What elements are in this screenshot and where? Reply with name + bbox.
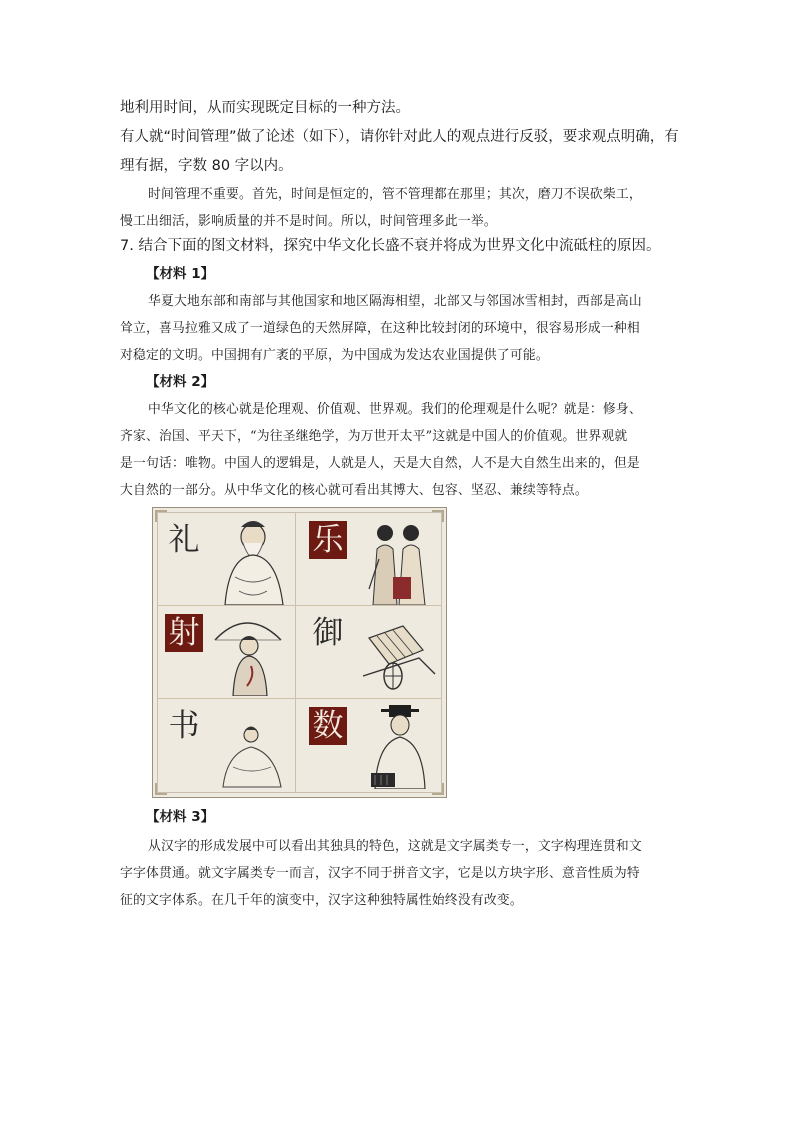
scholar-icon bbox=[217, 723, 287, 789]
intro-line-3: 理有据，字数 80 字以内。 bbox=[120, 158, 293, 174]
claim-line-1: 时间管理不重要。首先，时间是恒定的，管不管理都在那里；其次，磨刀不误砍柴工， bbox=[148, 187, 642, 202]
cell-yue bbox=[301, 513, 441, 606]
char-shu: 书 bbox=[168, 708, 200, 744]
material-2-line-4: 大自然的一部分。从中华文化的核心就可看出其博大、包容、坚忍、兼续等特点。 bbox=[120, 483, 588, 498]
char-li: 礼 bbox=[168, 522, 200, 558]
material-3-line-1: 从汉字的形成发展中可以看出其独具的特色，这就是文字属类专一，文字构理连贯和文 bbox=[148, 839, 642, 854]
material-3-line-2: 字字体贯通。就文字属类专一而言，汉字不同于拼音文字，它是以方块字形、意音性质为特 bbox=[120, 866, 640, 881]
cell-yu bbox=[301, 606, 441, 699]
char-she: 射 bbox=[165, 614, 203, 652]
material-1-line-3: 对稳定的文明。中国拥有广袤的平原，为中国成为发达农业国提供了可能。 bbox=[120, 348, 549, 363]
musicians-icon bbox=[363, 519, 435, 605]
material-1-line-2: 耸立，喜马拉雅又成了一道绿色的天然屏障，在这种比较封闭的环境中，很容易形成一种相 bbox=[120, 321, 640, 336]
material-2-line-3: 是一句话：唯物。中国人的逻辑是，人就是人，天是大自然，人不是大自然生出来的，但是 bbox=[120, 456, 640, 471]
sage-icon bbox=[215, 517, 291, 605]
intro-line-1: 地利用时间，从而实现既定目标的一种方法。 bbox=[120, 100, 410, 116]
claim-line-2: 慢工出细活，影响质量的并不是时间。所以，时间管理多此一举。 bbox=[120, 214, 497, 229]
char-shu-number: 数 bbox=[309, 707, 347, 745]
material-3-line-3: 征的文字体系。在几千年的演变中，汉字这种独特属性始终没有改变。 bbox=[120, 893, 523, 908]
material-3-label: 【材料 3】 bbox=[146, 809, 215, 825]
char-yue: 乐 bbox=[309, 521, 347, 559]
cell-shu bbox=[157, 699, 297, 792]
char-yu: 御 bbox=[312, 615, 344, 651]
material-2-line-2: 齐家、治国、平天下，“为往圣继绝学，为万世开太平”这就是中国人的价值观。世界观就 bbox=[120, 429, 628, 444]
archer-icon bbox=[207, 610, 291, 696]
official-icon bbox=[363, 703, 435, 789]
cell-shu-number bbox=[301, 699, 441, 792]
cell-she bbox=[157, 606, 297, 699]
material-1-line-1: 华夏大地东部和南部与其他国家和地区隔海相望，北部又与邻国冰雪相封，西部是高山 bbox=[148, 294, 642, 309]
six-arts-figure bbox=[152, 507, 447, 798]
intro-line-2: 有人就“时间管理”做了论述（如下），请你针对此人的观点进行反驳，要求观点明确，有 bbox=[120, 129, 679, 145]
cell-li bbox=[157, 513, 297, 606]
chariot-icon bbox=[359, 620, 437, 694]
material-2-label: 【材料 2】 bbox=[146, 374, 215, 390]
question-7: 7. 结合下面的图文材料，探究中华文化长盛不衰并将成为世界文化中流砥柱的原因。 bbox=[120, 238, 661, 254]
material-1-label: 【材料 1】 bbox=[146, 266, 215, 282]
material-2-line-1: 中华文化的核心就是伦理观、价值观、世界观。我们的伦理观是什么呢？就是：修身、 bbox=[148, 402, 642, 417]
